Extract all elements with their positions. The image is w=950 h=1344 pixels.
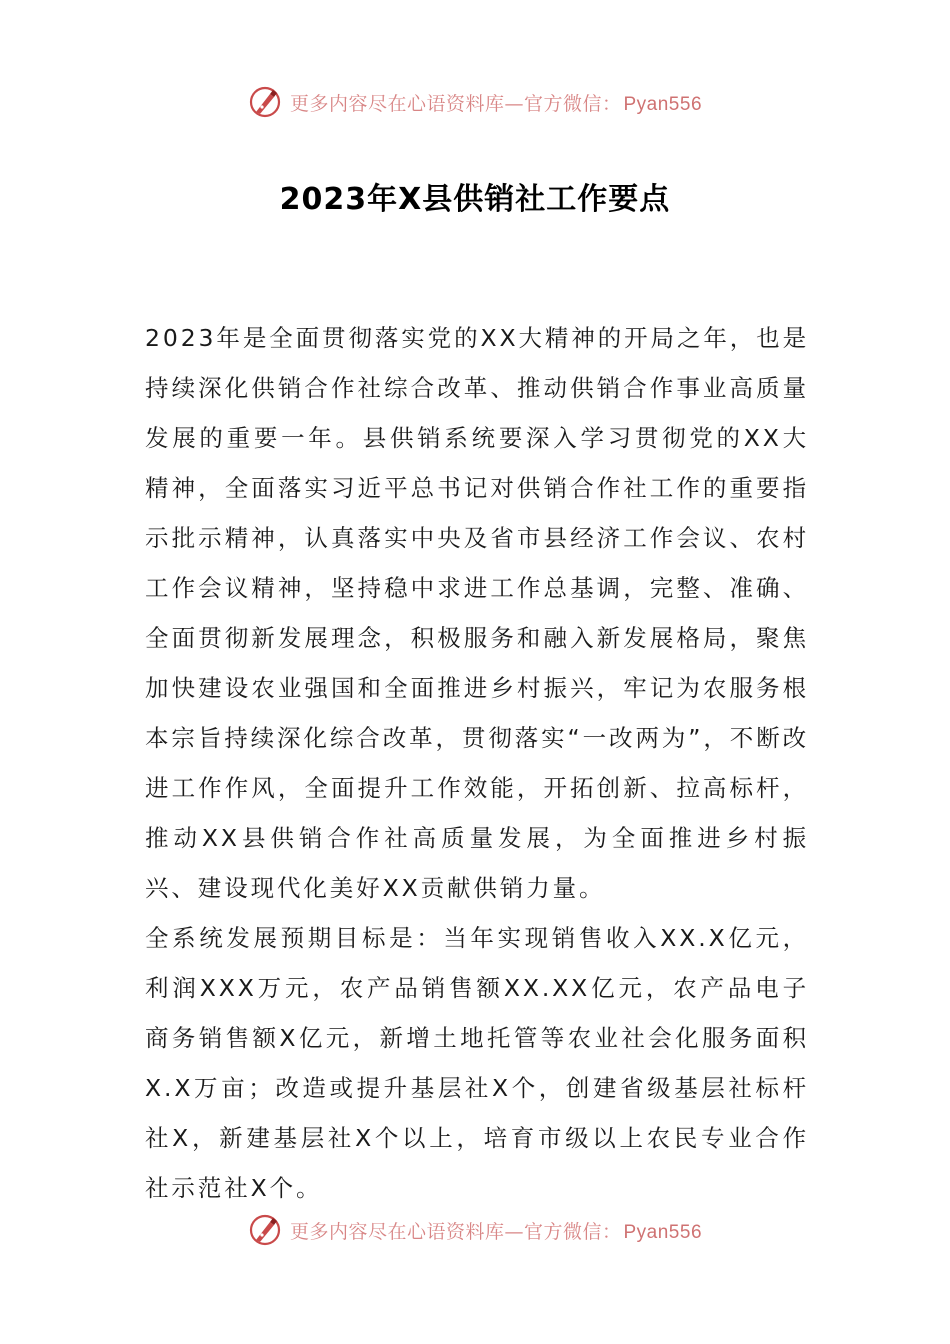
header-watermark	[0, 82, 950, 122]
watermark-text: 更多内容尽在心语资料库—官方微信： Pyan556	[289, 1220, 703, 1243]
paragraph-intro: 2023年是全面贯彻落实党的XX大精神的开局之年，也是持续深化供销合作社综合改革、推动供销合作事业高质量发展的重要一年。县供销系统要深入学习贯彻党的XX大精神，全面落实习近平总书记对供销合作社工作的重要指示批示精神，认真落实中央及省市县经济工作会议、农村工作会议精神，坚持稳中求进工作总基调，完整、准确、全面贯彻新发展理念，积极服务和融入新发展格局，聚焦加快建设农业强国和全面推进乡村振兴，牢记为农服务根本宗旨持续深化综合改革，贯彻落实“一改两为”，不断改进工作作风，全面提升工作效能，开拓创新、拉高标杆，推动XX县供销合作社高质量发展，为全面推进乡村振兴、建设现代化美好XX贡献供销力量。	[145, 324, 809, 902]
watermark-text: 更多内容尽在心语资料库—官方微信： Pyan556	[289, 92, 703, 115]
pen-nib-logo-icon	[248, 1213, 282, 1247]
page-title: 2023年X县供销社工作要点	[279, 182, 671, 217]
footer-watermark	[0, 1210, 950, 1250]
pen-nib-logo-icon	[248, 85, 282, 119]
wechat-id: Pyan556	[623, 93, 703, 115]
document-body	[145, 313, 809, 1213]
paragraph-targets: 全系统发展预期目标是：当年实现销售收入XX.X亿元，利润XXX万元，农产品销售额XX.XX亿元，农产品电子商务销售额X亿元，新增土地托管等农业社会化服务面积X.X万亩；改造或提升基层社X个，创建省级基层社标杆社X，新建基层社X个以上，培育市级以上农民专业合作社示范社X个。	[145, 924, 809, 1202]
wechat-id: Pyan556	[623, 1221, 703, 1243]
